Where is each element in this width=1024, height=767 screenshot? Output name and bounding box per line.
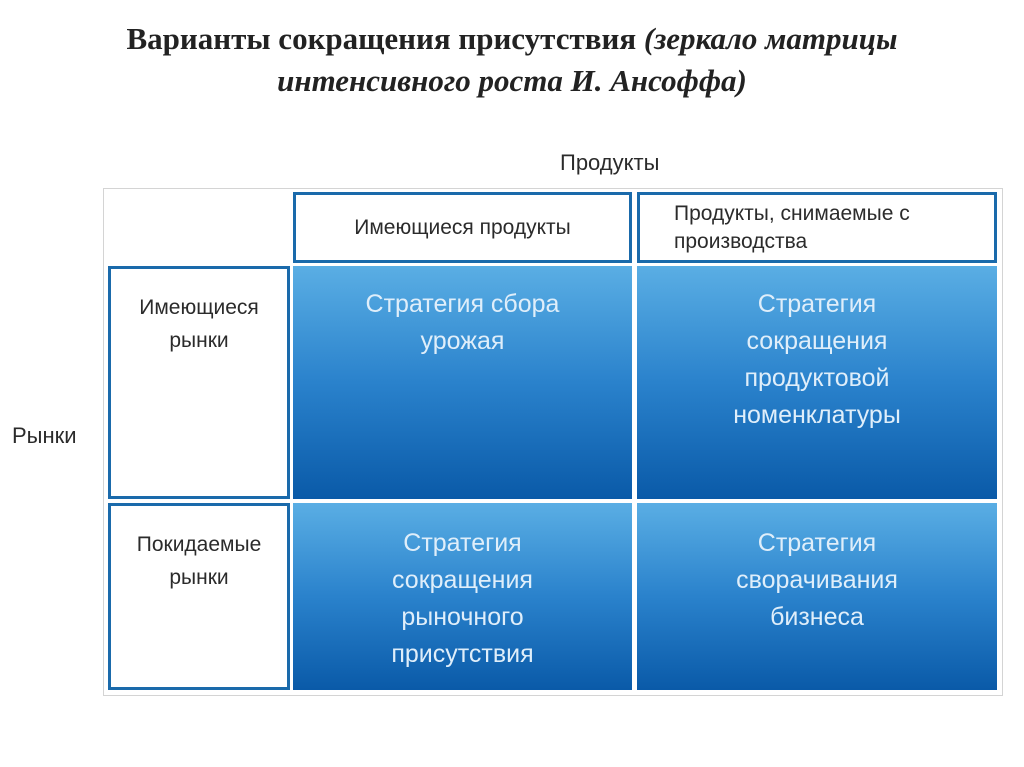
title-plain-part: Варианты сокращения присутствия [126, 21, 644, 56]
cell-business-wind-down-strategy: Стратегия сворачивания бизнеса [637, 503, 997, 690]
column-header-discontinued-products: Продукты, снимаемые с производства [637, 192, 997, 263]
products-axis-label: Продукты [560, 150, 660, 175]
title-italic-part: (зеркало матрицы [643, 21, 898, 56]
title-line-2: интенсивного роста И. Ансоффа) [277, 63, 747, 98]
cell-harvest-strategy: Стратегия сбора урожая [293, 266, 632, 499]
row-header-existing-markets: Имеющиеся рынки [108, 266, 290, 499]
title-line-1 [0, 18, 1024, 60]
row-header-exiting-markets: Покидаемые рынки [108, 503, 290, 690]
cell-product-line-reduction-strategy: Стратегия сокращения продуктовой номенклатуры [637, 266, 997, 499]
slide-title [0, 18, 1024, 102]
cell-market-presence-reduction-strategy: Стратегия сокращения рыночного присутствия [293, 503, 632, 690]
markets-axis-label: Рынки [12, 423, 77, 448]
column-header-existing-products: Имеющиеся продукты [293, 192, 632, 263]
